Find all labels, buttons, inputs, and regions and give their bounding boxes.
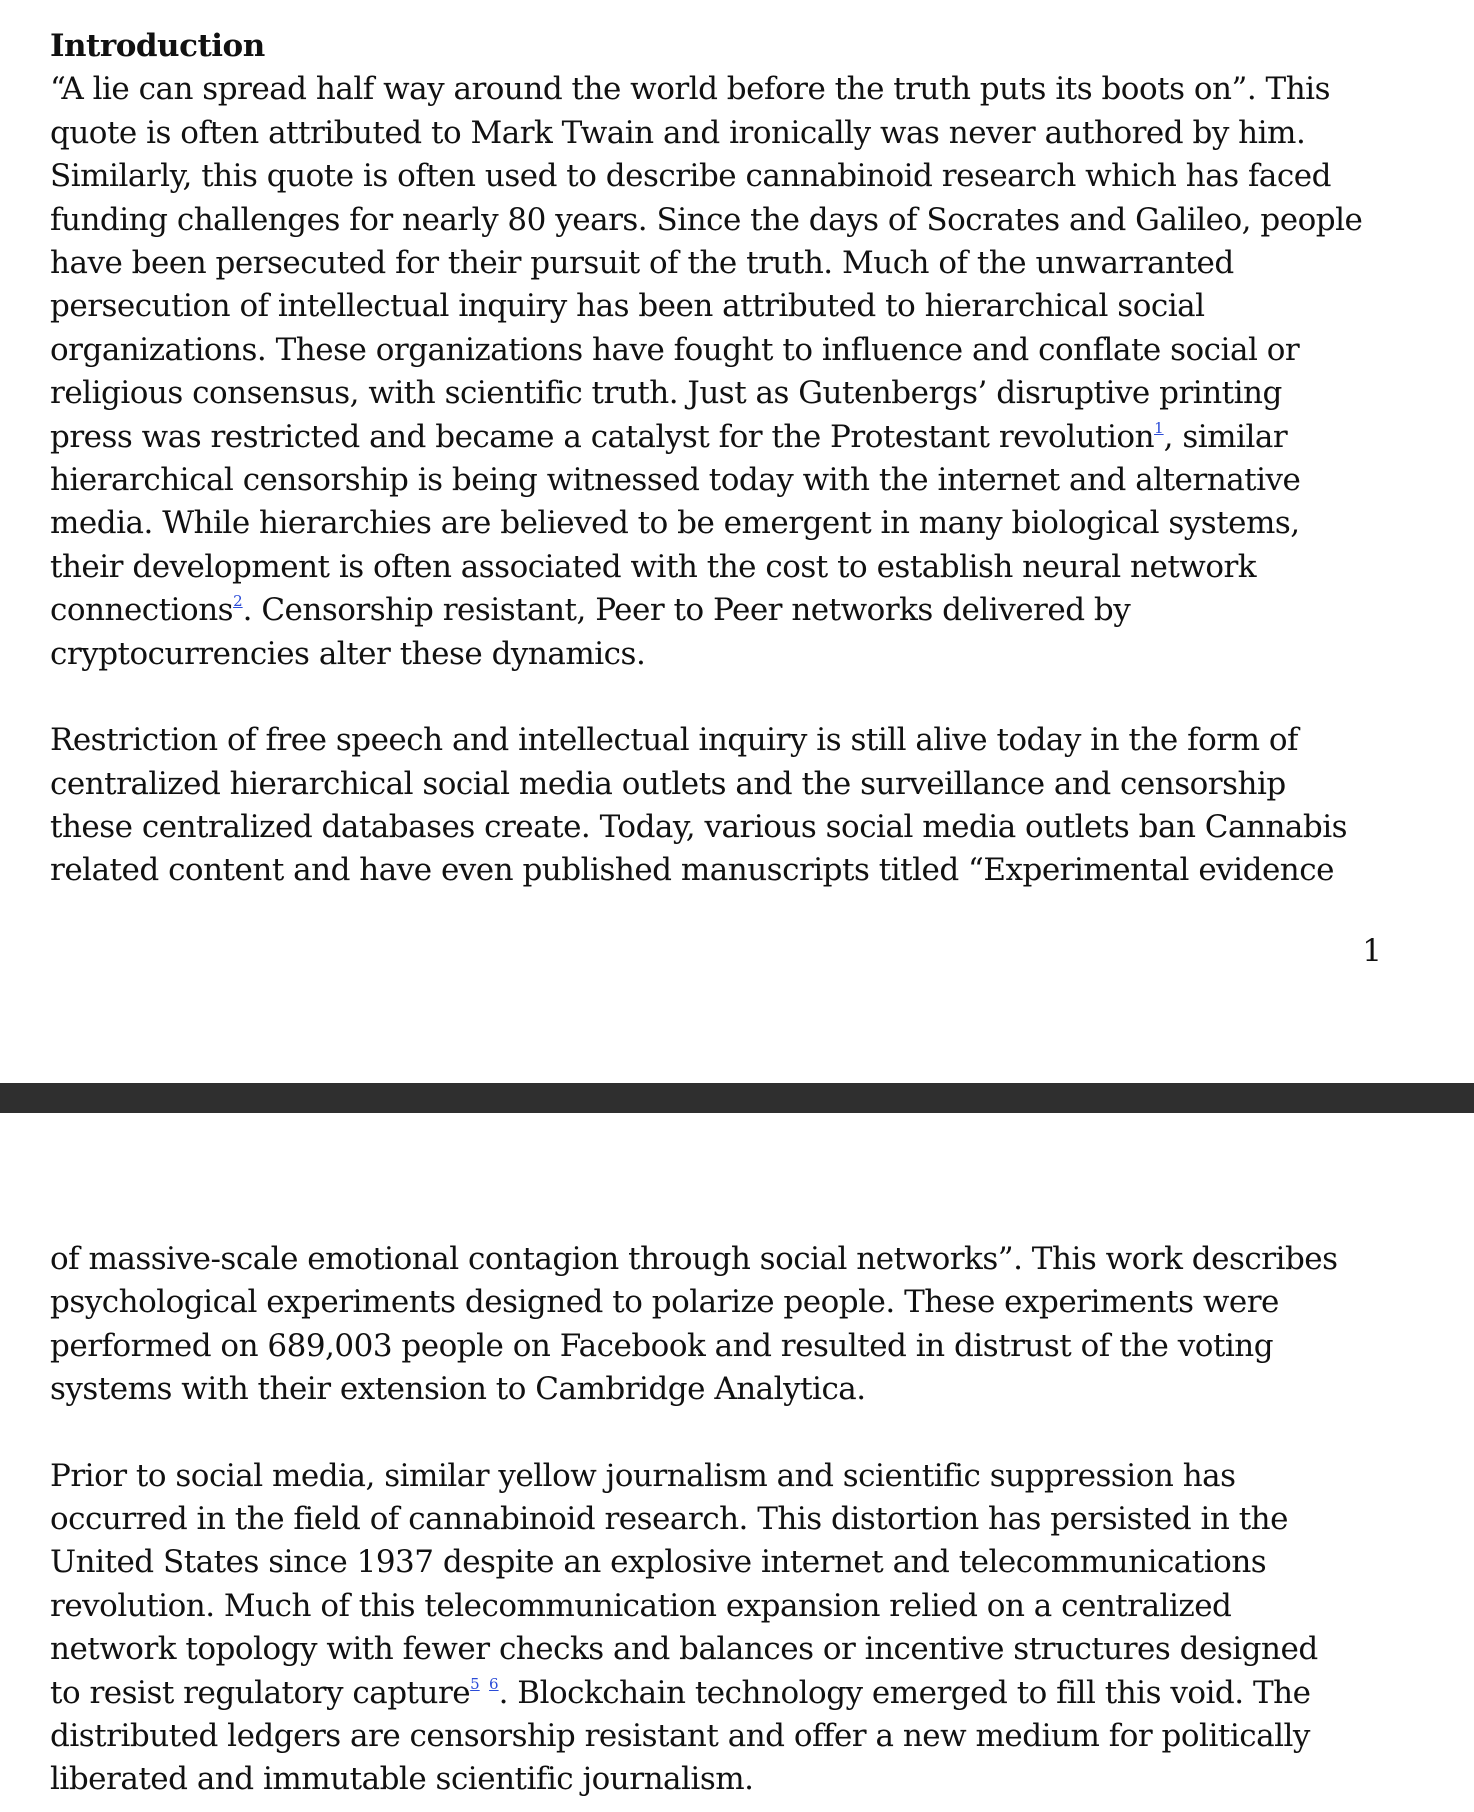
document-page-2	[0, 1113, 1474, 1812]
text-line: occurred in the field of cannabinoid research. This distortion has persisted in the	[50, 1501, 1288, 1538]
text-line: hierarchical censorship is being witnessed today with the internet and alternative	[50, 462, 1301, 499]
text-line: their development is often associated with the cost to establish neural network	[50, 548, 1257, 585]
text-line: Prior to social media, similar yellow journalism and scientific suppression has	[50, 1457, 1236, 1494]
text-line: quote is often attributed to Mark Twain and ironically was never authored by him.	[50, 114, 1306, 151]
text-line: religious consensus, with scientific truth. Just as Gutenbergs’ disruptive printing	[50, 375, 1282, 412]
text-line: cryptocurrencies alter these dynamics.	[50, 635, 646, 672]
text-line: distributed ledgers are censorship resistant and offer a new medium for politically	[50, 1718, 1310, 1755]
text-line: these centralized databases create. Today, various social media outlets ban Cannabis	[50, 808, 1348, 845]
text-line: of massive-scale emotional contagion through social networks”. This work describes	[50, 1241, 1338, 1277]
text-line: persecution of intellectual inquiry has been attributed to hierarchical social	[50, 288, 1205, 325]
footnote-ref-link[interactable]: 1	[1154, 418, 1164, 437]
text-segment: . Censorship resistant, Peer to Peer networks delivered by	[242, 592, 1131, 629]
paragraph-continued	[50, 1238, 1440, 1412]
page-separator	[0, 1083, 1474, 1113]
page-2-content	[50, 1238, 1440, 1802]
text-segment: press was restricted and became a catalyst for the Protestant revolution	[50, 418, 1155, 455]
text-line: related content and have even published manuscripts titled “Experimental evidence	[50, 852, 1334, 889]
text-line: have been persecuted for their pursuit of the truth. Much of the unwarranted	[50, 245, 1234, 282]
page-1-content	[50, 25, 1440, 893]
footnote-ref-link[interactable]: 2	[233, 592, 243, 611]
text-line	[50, 416, 1440, 459]
text-line: systems with their extension to Cambridge Analytica.	[50, 1371, 866, 1408]
text-line	[50, 1672, 1440, 1715]
paragraph-intro-1	[50, 68, 1440, 676]
text-line: United States since 1937 despite an explosive internet and telecommunications	[50, 1544, 1267, 1581]
paragraph-social-media	[50, 1455, 1440, 1802]
text-line: Similarly, this quote is often used to describe cannabinoid research which has faced	[50, 158, 1331, 195]
footnote-ref-link[interactable]: 5	[470, 1674, 480, 1693]
text-line	[50, 589, 1440, 632]
text-line: media. While hierarchies are believed to be emergent in many biological systems,	[50, 505, 1300, 542]
text-line: “A lie can spread half way around the world before the truth puts its boots on”. This	[50, 71, 1330, 108]
text-segment: , similar	[1163, 418, 1288, 455]
text-line: revolution. Much of this telecommunication expansion relied on a centralized	[50, 1587, 1232, 1624]
text-line: network topology with fewer checks and balances or incentive structures designed	[50, 1631, 1318, 1668]
footnote-ref-link[interactable]: 6	[489, 1674, 499, 1693]
text-line: performed on 689,003 people on Facebook and resulted in distrust of the voting	[50, 1327, 1274, 1364]
text-line: centralized hierarchical social media outlets and the surveillance and censorship	[50, 765, 1286, 802]
text-segment: . Blockchain technology emerged to fill this void. The	[498, 1674, 1311, 1711]
page-number: 1	[1362, 933, 1382, 969]
text-line: funding challenges for nearly 80 years. Since the days of Socrates and Galileo, people	[50, 201, 1363, 238]
text-line: organizations. These organizations have fought to influence and conflate social or	[50, 331, 1300, 368]
section-heading: Introduction	[50, 28, 265, 64]
text-segment: to resist regulatory capture	[50, 1674, 471, 1711]
text-line: psychological experiments designed to polarize people. These experiments were	[50, 1284, 1279, 1321]
text-line: liberated and immutable scientific journalism.	[50, 1761, 754, 1798]
text-segment: connections	[50, 592, 234, 629]
paragraph-intro-2	[50, 719, 1440, 893]
text-line: Restriction of free speech and intellectual inquiry is still alive today in the form of	[50, 722, 1298, 759]
